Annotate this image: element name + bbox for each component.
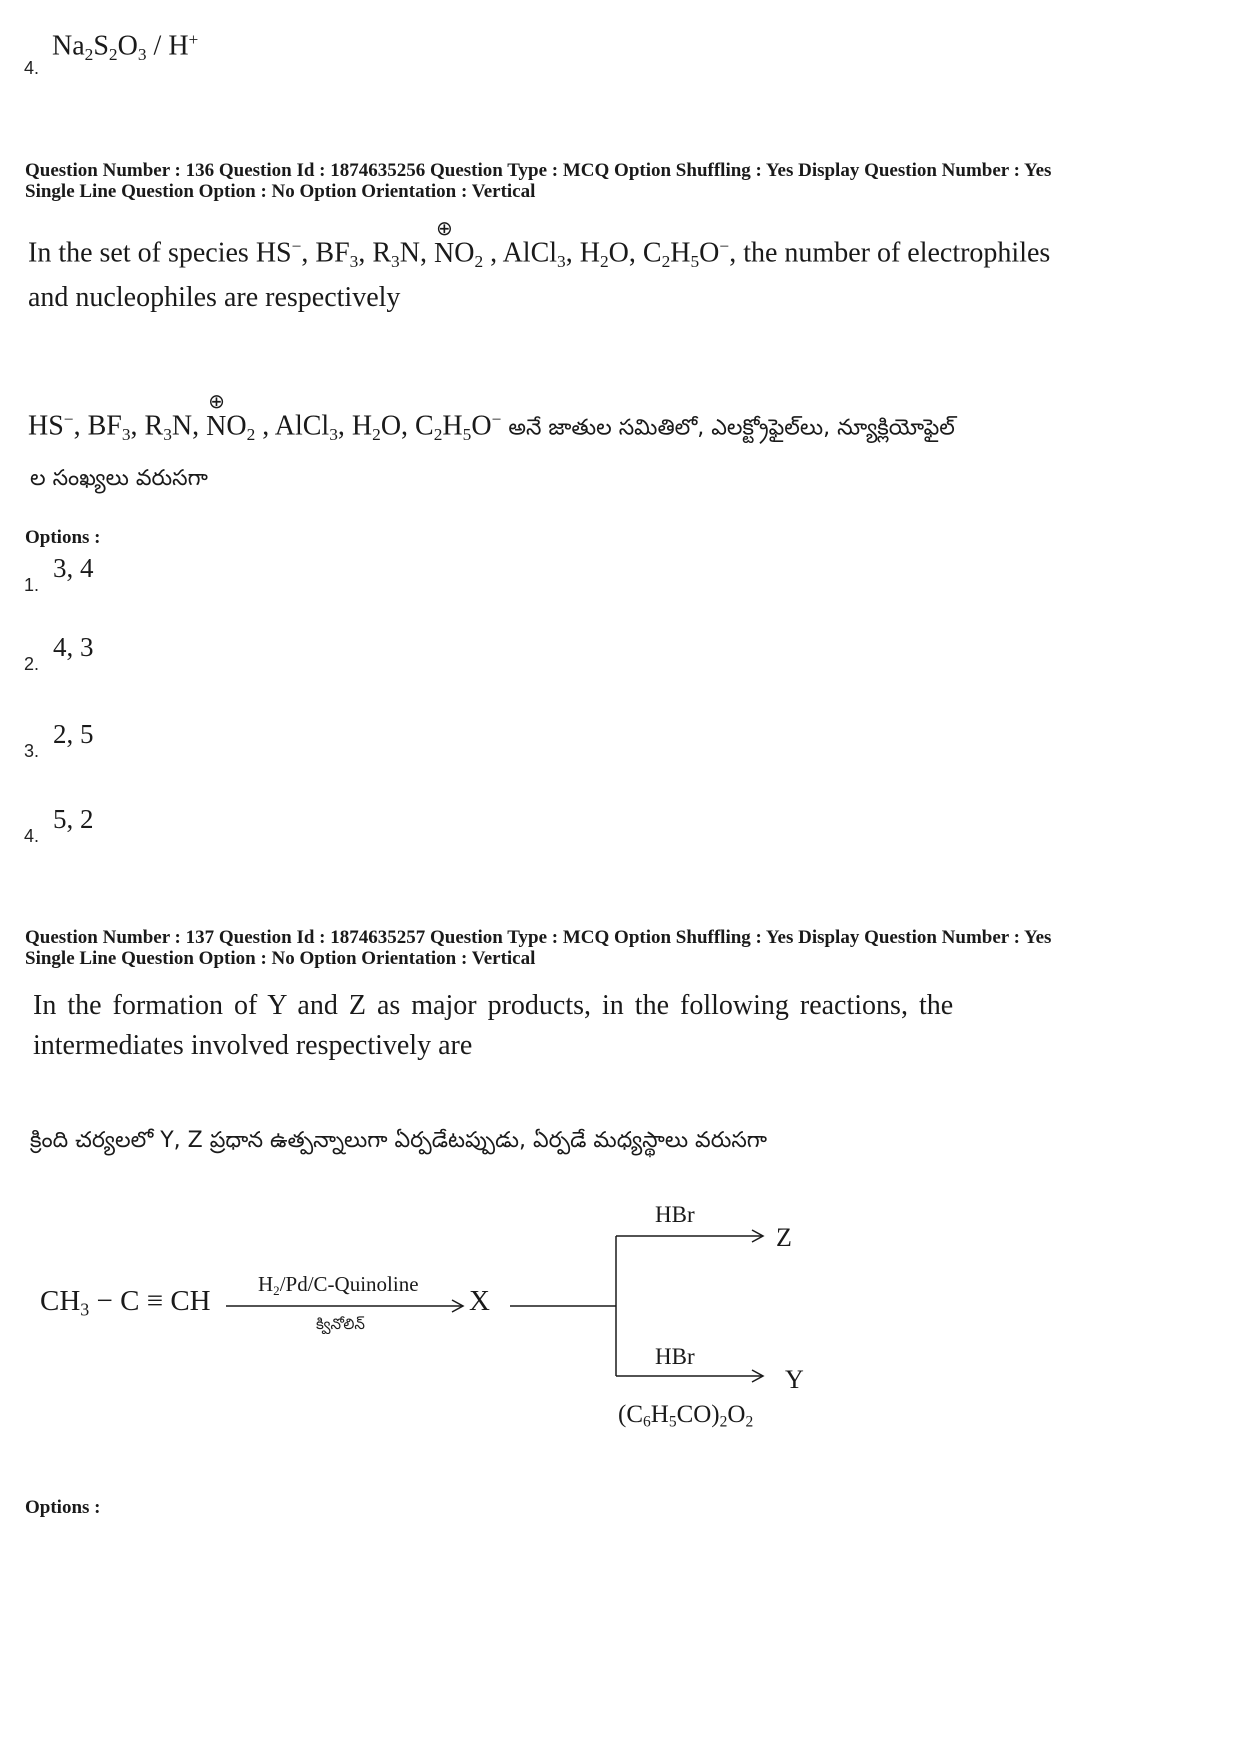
q136-option-1-number: 1. <box>24 575 40 595</box>
q136-option-3-number: 3. <box>24 741 40 761</box>
prev-option-formula[interactable]: $Na_2S_2O_3 / H^+$ <box>52 30 199 64</box>
product-y: Y <box>785 1365 804 1394</box>
q137-options-label: Options : <box>25 1497 101 1518</box>
reagent-quinoline-telugu: క్వినోలిన్ <box>316 1315 365 1333</box>
q136-option-2-number: 2. <box>24 654 40 674</box>
q136-statement-telugu-line-2: ల సంఖ్యలు వరుసగా <box>30 466 208 491</box>
q137-meta-line-2: Single Line Question Option : No Option Orientation : Vertical <box>25 948 536 969</box>
q136-option-4[interactable]: 5, 2 <box>53 804 94 834</box>
q136-meta-line-1: Question Number : 136 Question Id : 1874635256 Question Type : MCQ Option Shuffling : Yes Display Question Number : Yes <box>25 160 1052 181</box>
lower-reagent-hbr: HBr <box>655 1344 695 1369</box>
q136-option-3[interactable]: 2, 5 <box>53 719 94 749</box>
q137-meta-line-1: Question Number : 137 Question Id : 1874635257 Question Type : MCQ Option Shuffling : Yes Display Question Number : Yes <box>25 927 1052 948</box>
q136-statement-telugu: HS−, $BF_3$, $R_3N$, N ⊕ $O_2$ , AlCl$_3$, $H_2O$, $C_2H_5O^-$ అనే జాతుల సమితిలో, ఎలక్ట్రోఫైల్‌లు, న్యూక్లియోఫైల్ <box>28 388 955 444</box>
q137-statement-telugu: క్రింది చర్యలలో Y, Z ప్రధాన ఉత్పన్నాలుగా ఏర్పడేటప్పుడు, ఏర్పడే మధ్యస్థాలు వరుసగా <box>30 1128 768 1153</box>
upper-reagent-hbr: HBr <box>655 1202 695 1227</box>
q137-statement-english-line-2: intermediates involved respectively are <box>33 1030 473 1061</box>
q136-option-2[interactable]: 4, 3 <box>53 632 94 662</box>
q136-statement-english-line-2: and nucleophiles are respectively <box>28 282 401 313</box>
q137-statement-english-line-1: In the formation of Y and Z as major products, in the following reactions, the <box>33 990 954 1021</box>
intermediate-x: X <box>469 1285 490 1317</box>
reactant-propyne: $CH_3 - C$ ≡ CH <box>40 1285 211 1320</box>
q136-meta-line-2: Single Line Question Option : No Option Orientation : Vertical <box>25 181 536 202</box>
q136-options-label: Options : <box>25 527 101 548</box>
prev-option-number: 4. <box>24 58 40 78</box>
reagent-benzoyl-peroxide: $(C_6H_5CO)_2O_2$ <box>618 1401 754 1431</box>
q136-option-4-number: 4. <box>24 826 40 846</box>
reagent-lindlar: $H_2/Pd/C$-Quinoline <box>258 1272 419 1298</box>
q136-statement-english: In the set of species HS−, $BF_3$, $R_3N$, N ⊕ $O_2$ , AlCl$_3$, $H_2O$, $C_2H_5O^-$, the number of electrophiles <box>28 215 1051 271</box>
product-z: Z <box>776 1223 792 1252</box>
q136-option-1[interactable]: 3, 4 <box>53 553 94 583</box>
